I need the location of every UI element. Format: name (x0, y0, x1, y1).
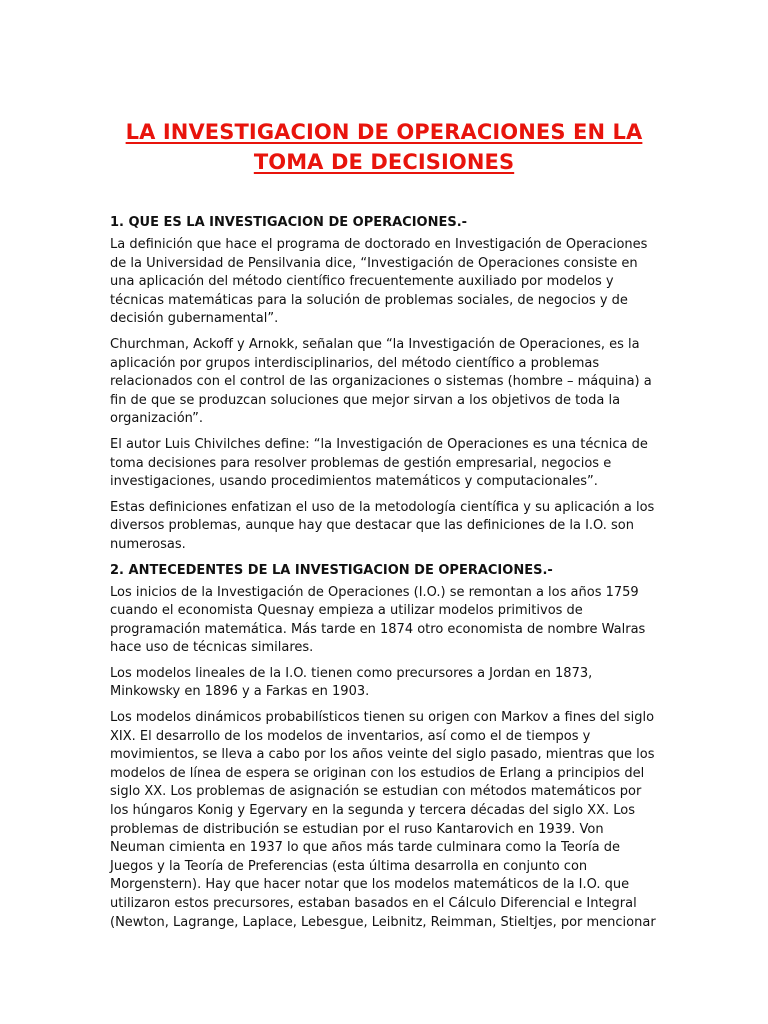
paragraph: La definición que hace el programa de doctorado en Investigación de Operaciones de la Universidad de Pensilvania dice, “Investigación de Operaciones consiste en una aplicación del método científico frecuentemente auxiliado por modelos y técnicas matemáticas para la solución de problemas sociales, de negocios y de decisión gubernamental”. (110, 237, 648, 327)
section-1 (110, 214, 660, 555)
section-2 (110, 562, 660, 933)
section-heading: 2. ANTECEDENTES DE LA INVESTIGACION DE OPERACIONES.- (110, 562, 553, 578)
paragraph: Los modelos lineales de la I.O. tienen como precursores a Jordan en 1873, Minkowsky en 1896 y a Farkas en 1903. (110, 665, 593, 700)
section-heading: 1. QUE ES LA INVESTIGACION DE OPERACIONES.- (110, 215, 468, 230)
title-line-2: TOMA DE DECISIONES (253, 150, 515, 174)
document-body (110, 214, 660, 939)
paragraph: El autor Luis Chivilches define: “la Investigación de Operaciones es una técnica de toma decisiones para resolver problemas de gestión empresarial, negocios e investigaciones, usando procedimientos matemáticos y computacionales”. (110, 436, 648, 490)
document-title (60, 117, 708, 177)
title-line-1: LA INVESTIGACION DE OPERACIONES EN LA (125, 120, 643, 144)
paragraph: Churchman, Ackoff y Arnokk, señalan que “la Investigación de Operaciones, es la aplicación por grupos interdisciplinarios, del método científico a problemas relacionados con el control de las organizaciones o sistemas (hombre – máquina) a fin de que se produzcan soluciones que mejor sirvan a los objetivos de toda la organización”. (110, 336, 652, 427)
paragraph: Los inicios de la Investigación de Operaciones (I.O.) se remontan a los años 1759 cuando el economista Quesnay empieza a utilizar modelos primitivos de programación matemática. Más tarde en 1874 otro economista de nombre Walras hace uso de técnicas similares. (110, 584, 646, 656)
paragraph: Los modelos dinámicos probabilísticos tienen su origen con Markov a fines del siglo XIX. El desarrollo de los modelos de inventarios, así como el de tiempos y movimientos, se lleva a cabo por los años veinte del siglo pasado, mientras que los modelos de línea de espera se originan con los estudios de Erlang a principios del siglo XX. Los problemas de asignación se estudian con métodos matemáticos por los húngaros Konig y Egervary en la segunda y tercera décadas del siglo XX. Los problemas de distribución se estudian por el ruso Kantarovich en 1939. Von Neuman cimienta en 1937 lo que años más tarde culminara como la Teoría de Juegos y la Teoría de Preferencias (esta última desarrolla en conjunto con Morgenstern). Hay que hacer notar que los modelos matemáticos de la I.O. que utilizaron estos precursores, estaban basados en el Cálculo Diferencial e Integral (Newton, Lagrange, Laplace, Lebesgue, Leibnitz, Reimman, Stieltjes, por mencionar (110, 710, 656, 930)
paragraph: Estas definiciones enfatizan el uso de la metodología científica y su aplicación a los diversos problemas, aunque hay que destacar que las definiciones de la I.O. son numerosas. (110, 499, 655, 552)
